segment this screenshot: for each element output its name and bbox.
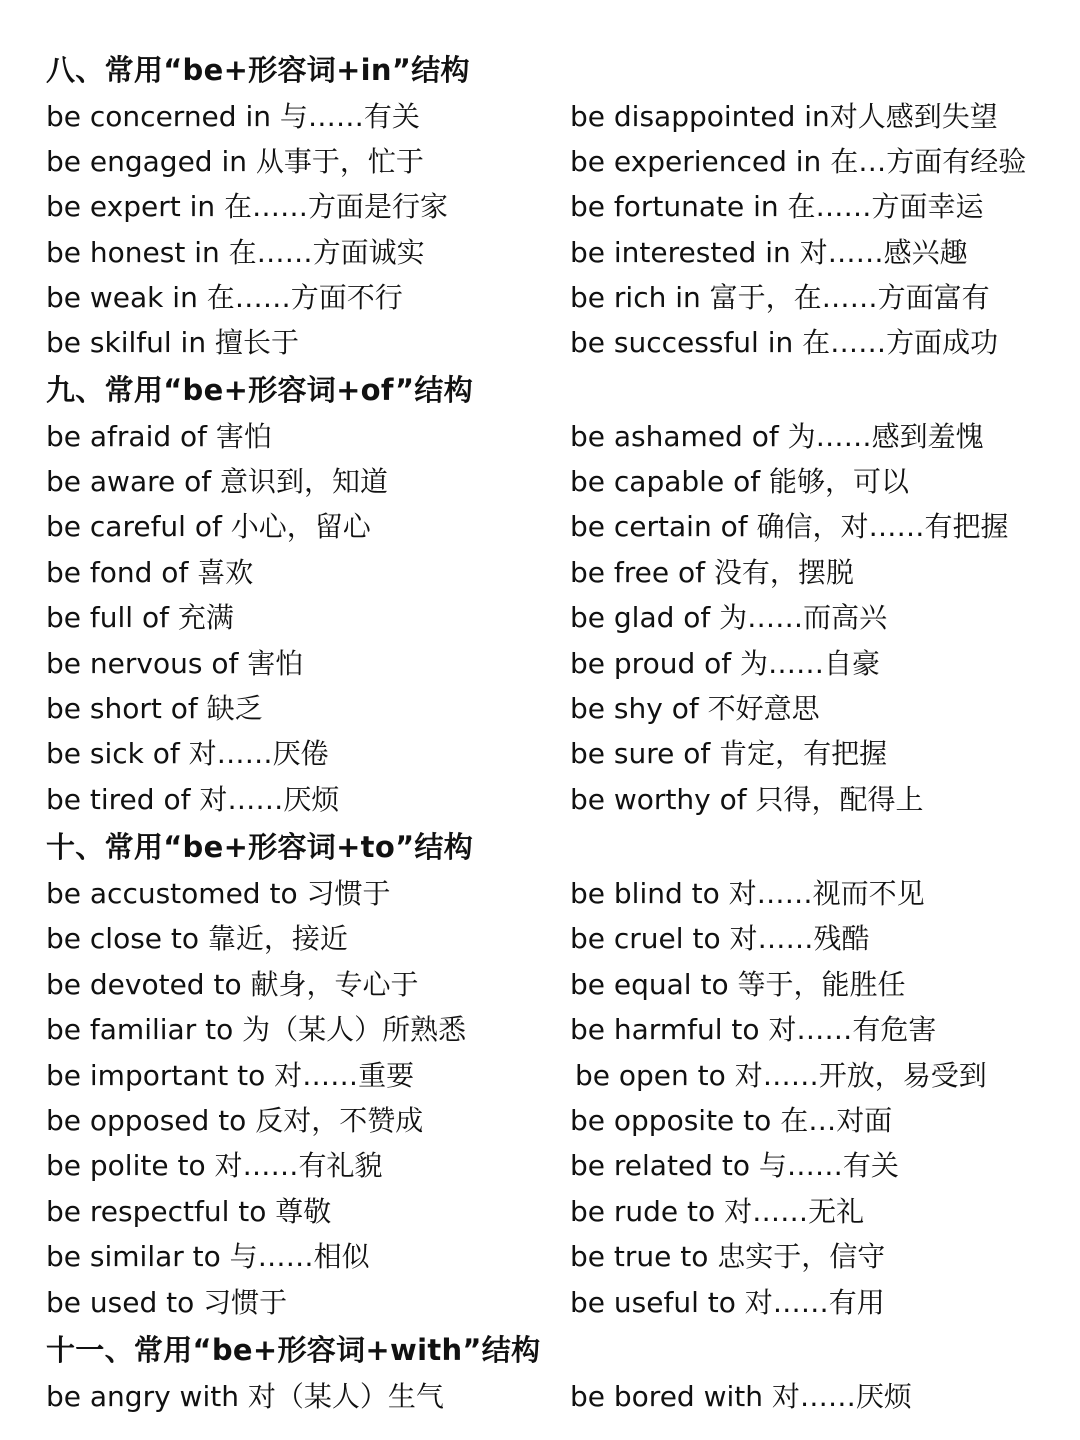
phrase-entry: be disappointed in对人感到失望 (570, 100, 998, 133)
phrase-entry: be used to 习惯于 (46, 1286, 288, 1319)
phrase-entry: be related to 与……有关 (570, 1149, 899, 1182)
phrase-entry: be open to 对……开放，易受到 (575, 1059, 987, 1092)
phrase-entry: be rich in 富于，在……方面富有 (570, 281, 990, 314)
phrase-entry: be afraid of 害怕 (46, 420, 272, 453)
phrase-entry: be expert in 在……方面是行家 (46, 190, 449, 223)
phrase-entry: be honest in 在……方面诚实 (46, 236, 425, 269)
phrase-entry: be shy of 不好意思 (570, 692, 820, 725)
phrase-entry: be sick of 对……厌倦 (46, 737, 329, 770)
phrase-entry: be harmful to 对……有危害 (570, 1013, 937, 1046)
phrase-entry: be important to 对……重要 (46, 1059, 415, 1092)
phrase-entry: be opposed to 反对，不赞成 (46, 1104, 424, 1137)
phrase-entry: be blind to 对……视而不见 (570, 877, 925, 910)
phrase-entry: be free of 没有，摆脱 (570, 556, 854, 589)
phrase-entry: be devoted to 献身，专心于 (46, 968, 419, 1001)
phrase-entry: be accustomed to 习惯于 (46, 877, 391, 910)
phrase-entry: be ashamed of 为……感到羞愧 (570, 420, 984, 453)
phrase-entry: be tired of 对……厌烦 (46, 783, 340, 816)
section-title-8: 八、常用“be+形容词+in”结构 (46, 53, 470, 87)
section-title-10: 十、常用“be+形容词+to”结构 (46, 830, 474, 864)
phrase-entry: be successful in 在……方面成功 (570, 326, 999, 359)
phrase-entry: be interested in 对……感兴趣 (570, 236, 968, 269)
phrase-entry: be nervous of 害怕 (46, 647, 304, 680)
phrase-entry: be opposite to 在…对面 (570, 1104, 893, 1137)
phrase-entry: be aware of 意识到，知道 (46, 465, 389, 498)
phrase-entry: be worthy of 只得，配得上 (570, 783, 924, 816)
phrase-entry: be certain of 确信，对……有把握 (570, 510, 1009, 543)
phrase-entry: be cruel to 对……残酷 (570, 922, 870, 955)
phrase-entry: be capable of 能够，可以 (570, 465, 909, 498)
section-title-11: 十一、常用“be+形容词+with”结构 (46, 1333, 541, 1367)
phrase-entry: be glad of 为……而高兴 (570, 601, 888, 634)
phrase-entry: be experienced in 在…方面有经验 (570, 145, 1027, 178)
phrase-entry: be careful of 小心，留心 (46, 510, 371, 543)
phrase-entry: be polite to 对……有礼貌 (46, 1149, 383, 1182)
phrase-entry: be short of 缺乏 (46, 692, 263, 725)
phrase-entry: be close to 靠近，接近 (46, 922, 348, 955)
phrase-entry: be proud of 为……自豪 (570, 647, 881, 680)
phrase-entry: be engaged in 从事于，忙于 (46, 145, 424, 178)
section-title-9: 九、常用“be+形容词+of”结构 (46, 373, 474, 407)
phrase-entry: be rude to 对……无礼 (570, 1195, 865, 1228)
phrase-entry: be bored with 对……厌烦 (570, 1380, 912, 1413)
phrase-entry: be angry with 对（某人）生气 (46, 1380, 444, 1413)
phrase-entry: be full of 充满 (46, 601, 234, 634)
phrase-entry: be familiar to 为（某人）所熟悉 (46, 1013, 467, 1046)
phrase-entry: be fortunate in 在……方面幸运 (570, 190, 984, 223)
phrase-entry: be respectful to 尊敬 (46, 1195, 332, 1228)
phrase-entry: be similar to 与……相似 (46, 1240, 370, 1273)
phrase-entry: be equal to 等于，能胜任 (570, 968, 906, 1001)
phrase-entry: be skilful in 擅长于 (46, 326, 299, 359)
phrase-entry: be concerned in 与……有关 (46, 100, 420, 133)
phrase-entry: be sure of 肯定，有把握 (570, 737, 888, 770)
phrase-entry: be weak in 在……方面不行 (46, 281, 403, 314)
phrase-entry: be useful to 对……有用 (570, 1286, 885, 1319)
phrase-entry: be true to 忠实于，信守 (570, 1240, 886, 1273)
phrase-entry: be fond of 喜欢 (46, 556, 254, 589)
